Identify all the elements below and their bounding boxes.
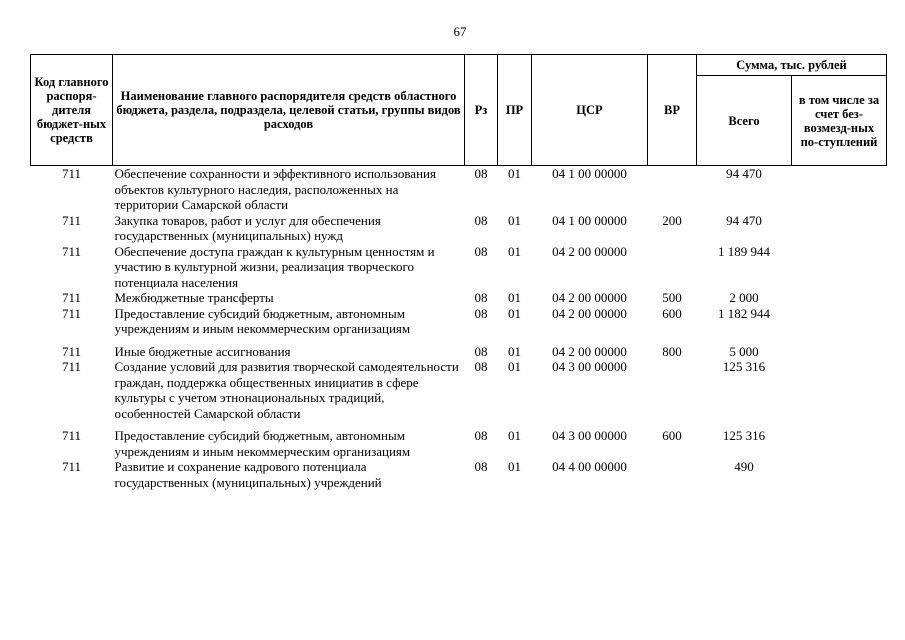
- cell-code: 711: [61, 290, 82, 305]
- cell-code: 711: [61, 305, 82, 321]
- table-row: [31, 359, 887, 421]
- cell-rz: 08: [474, 359, 488, 374]
- cell-total: 1 182 944: [718, 305, 770, 321]
- cell-name: Межбюджетные трансферты: [114, 290, 274, 305]
- table-row: [31, 337, 887, 360]
- table-row: [31, 244, 887, 291]
- cell-free: [792, 244, 887, 291]
- cell-pr: 01: [508, 343, 521, 359]
- cell-rz: 08: [474, 290, 488, 305]
- cell-total: 125 316: [722, 428, 766, 443]
- cell-csr: 04 2 00 00000: [552, 343, 627, 359]
- cell-total: 5 000: [729, 343, 759, 359]
- cell-total: 490: [734, 459, 754, 474]
- cell-csr: 04 3 00 00000: [552, 428, 627, 443]
- cell-csr: 04 2 00 00000: [552, 305, 627, 321]
- header-csr: ЦСР: [532, 55, 648, 166]
- cell-vr: 600: [662, 428, 682, 443]
- cell-vr: [648, 244, 697, 291]
- table-row: [31, 306, 887, 337]
- cell-vr: 600: [662, 305, 682, 321]
- cell-vr: [648, 459, 697, 490]
- cell-free: [792, 306, 887, 337]
- cell-name: Развитие и сохранение кадрового потенциала государственных (муниципальных) учреждений: [114, 459, 382, 490]
- header-code: Код главного распоря-дителя бюджет-ных средств: [31, 55, 113, 166]
- cell-csr: 04 3 00 00000: [552, 359, 627, 374]
- cell-vr: [648, 359, 697, 421]
- cell-csr: 04 1 00 00000: [552, 212, 627, 228]
- cell-code: 711: [61, 459, 82, 474]
- header-sum: Сумма, тыс. рублей: [697, 55, 887, 76]
- cell-code: 711: [61, 343, 82, 359]
- table-row: [31, 459, 887, 490]
- header-total: Всего: [697, 76, 792, 166]
- cell-rz: 08: [474, 343, 488, 359]
- cell-code: 711: [61, 166, 82, 181]
- cell-pr: 01: [508, 359, 521, 374]
- cell-name: Обеспечение доступа граждан к культурным ценностям и участию в культурной жизни, реализация творческого потенциала населения: [114, 243, 435, 290]
- cell-rz: 08: [474, 428, 488, 443]
- cell-free: [792, 459, 887, 490]
- cell-total: 125 316: [722, 359, 766, 374]
- cell-total: 94 470: [726, 212, 762, 228]
- cell-free: [792, 290, 887, 306]
- header-name: Наименование главного распорядителя средств областного бюджета, раздела, подраздела, целевой статьи, группы видов расходов: [113, 55, 465, 166]
- cell-csr: 04 4 00 00000: [552, 459, 627, 474]
- header-rz: Рз: [465, 55, 498, 166]
- cell-pr: 01: [508, 212, 521, 228]
- page-number: 67: [453, 24, 467, 39]
- cell-rz: 08: [474, 459, 488, 474]
- cell-vr: 800: [662, 343, 682, 359]
- cell-code: 711: [61, 359, 82, 374]
- cell-name: Создание условий для развития творческой самодеятельности граждан, поддержка общественных инициатив в сфере культуры с учетом этнонациональных традиций, особенностей Самарской области: [114, 359, 459, 421]
- cell-name: Обеспечение сохранности и эффективного использования объектов культурного наследия, расположенных на территории Самарской области: [114, 166, 436, 212]
- cell-rz: 08: [474, 243, 488, 259]
- cell-vr: [648, 166, 697, 213]
- cell-rz: 08: [474, 305, 488, 321]
- cell-name: Предоставление субсидий бюджетным, автономным учреждениям и иным некоммерческим организациям: [114, 305, 411, 336]
- cell-csr: 04 1 00 00000: [552, 166, 627, 181]
- cell-code: 711: [61, 212, 82, 228]
- table-header: [31, 55, 887, 166]
- cell-vr: 200: [662, 212, 682, 228]
- cell-total: 1 189 944: [718, 243, 770, 259]
- cell-total: 2 000: [729, 290, 759, 305]
- cell-rz: 08: [474, 212, 488, 228]
- cell-code: 711: [61, 428, 82, 443]
- budget-table: [30, 54, 887, 490]
- cell-vr: 500: [662, 290, 682, 305]
- cell-pr: 01: [508, 290, 521, 305]
- cell-free: [792, 337, 887, 360]
- header-pr: ПР: [498, 55, 532, 166]
- cell-pr: 01: [508, 428, 521, 443]
- cell-csr: 04 2 00 00000: [552, 290, 627, 305]
- cell-free: [792, 421, 887, 459]
- table-row: [31, 213, 887, 244]
- cell-csr: 04 2 00 00000: [552, 243, 627, 259]
- cell-name: Закупка товаров, работ и услуг для обеспечения государственных (муниципальных) нужд: [114, 212, 381, 243]
- cell-pr: 01: [508, 243, 521, 259]
- header-free: в том числе за счет без-возмезд-ных по-ступлений: [792, 76, 887, 166]
- cell-pr: 01: [508, 305, 521, 321]
- cell-code: 711: [61, 243, 82, 259]
- header-vr: ВР: [648, 55, 697, 166]
- cell-free: [792, 166, 887, 213]
- cell-rz: 08: [474, 166, 488, 181]
- cell-pr: 01: [508, 459, 521, 474]
- cell-free: [792, 359, 887, 421]
- table-row: [31, 421, 887, 459]
- cell-name: Предоставление субсидий бюджетным, автономным учреждениям и иным некоммерческим организациям: [114, 428, 411, 459]
- table-row: [31, 166, 887, 213]
- cell-name: Иные бюджетные ассигнования: [114, 343, 291, 359]
- cell-pr: 01: [508, 166, 521, 181]
- table-row: [31, 290, 887, 306]
- cell-free: [792, 213, 887, 244]
- cell-total: 94 470: [726, 166, 762, 181]
